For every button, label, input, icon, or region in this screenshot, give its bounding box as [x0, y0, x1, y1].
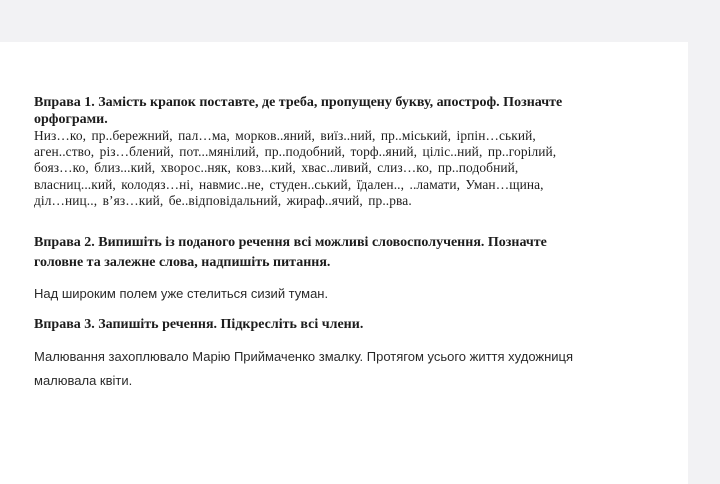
exercise-2 [34, 233, 636, 304]
document-content [34, 94, 636, 393]
exercise-2-sentence: Над широким полем уже стелиться сизий туман. [34, 286, 329, 302]
exercise-1-words-line-1: Низ…ко, пр..бережний, пал…ма, морков..яний, виїз..ний, пр..міський, ірпін…ський, [34, 128, 536, 143]
exercise-1-words-line-3: бояз…ко, близ...кий, хворос..няк, ковз...кий, хвас..ливий, слиз…ко, пр..подобний, [34, 160, 519, 176]
document-page [0, 42, 688, 484]
exercise-3-text-line-1: Малювання захоплювало Марію Приймаченко змалку. Протягом усього життя художниця [34, 349, 574, 365]
exercise-1-words-line-4: власниц...кий, колодяз…ні, навмис..не, студен..ський, ї̈дален.., ..ламати, Уман…щина, [34, 176, 544, 192]
exercise-1-heading-line-1: Вправа 1. Замість крапок поставте, де треба, пропущену букву, апостроф. Позначте [34, 95, 563, 110]
exercise-2-heading-line-1: Вправа 2. Випишіть із поданого речення всі можливі словосполучення. Позначте [34, 235, 547, 251]
exercise-3 [34, 316, 636, 393]
exercise-1 [34, 94, 636, 209]
exercise-1-heading-line-2: орфограми. [34, 112, 108, 127]
exercise-1-words-line-2: аген..ство, різ…блений, пот...мянілий, пр..подобний, торф..яний, ціліс..ний, пр..горілий, [34, 144, 557, 160]
exercise-2-heading-line-2: головне та залежне слова, надпишіть питання. [34, 255, 331, 271]
exercise-3-text-line-2: малювала квіти. [34, 373, 133, 389]
exercise-1-words-line-5: діл…ниц.., в’яз…кий, бе..відповідальний, жираф..ячий, пр..рва. [34, 192, 412, 208]
exercise-3-heading: Вправа 3. Запишіть речення. Підкресліть всі члени. [34, 317, 364, 333]
